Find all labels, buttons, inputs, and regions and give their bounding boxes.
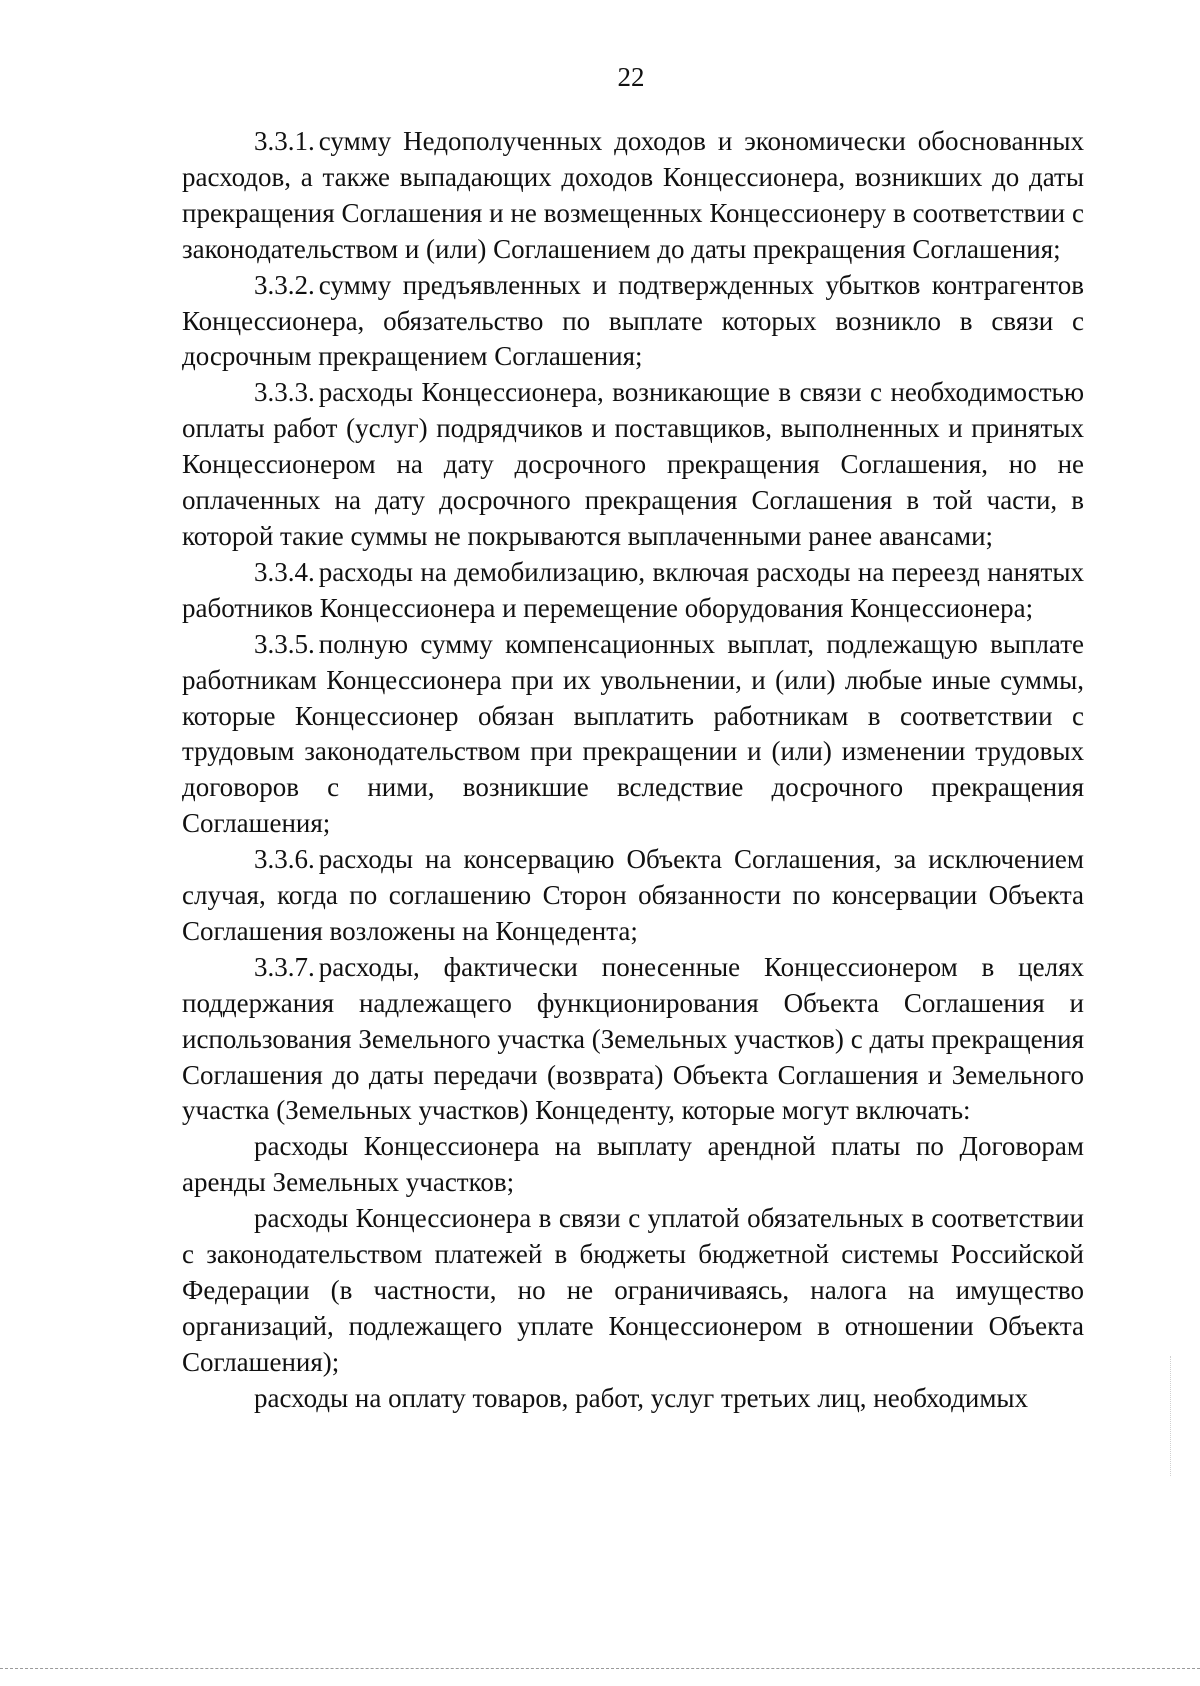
paragraph-text: сумму предъявленных и подтвержденных убытков контрагентов Концессионера, обязательство по выплате которых возникло в связи с досрочным прекращением Соглашения;: [182, 269, 1084, 372]
sub-item-rent-expenses: [182, 1129, 1084, 1201]
paragraph-number: 3.3.4.: [254, 556, 315, 587]
paragraph-3-3-1: [182, 124, 1084, 268]
paragraph-3-3-2: [182, 268, 1084, 376]
paragraph-3-3-7: [182, 950, 1084, 1130]
paragraph-number: 3.3.1.: [254, 126, 315, 156]
paragraph-text: расходы Концессионера в связи с уплатой обязательных в соответствии с законодательством платежей в бюджеты бюджетной системы Российской Федерации (в частности, но не ограничиваясь, налога на имущество организаций, подлежащего уплате Концессионером в отношении Объекта Соглашения);: [182, 1203, 1084, 1377]
paragraph-3-3-3: [182, 375, 1084, 555]
paragraph-text: расходы на демобилизацию, включая расходы на переезд нанятых работников Концессионера и перемещение оборудования Концессионера;: [182, 556, 1084, 623]
paragraph-text: расходы, фактически понесенные Концессионером в целях поддержания надлежащего функционирования Объекта Соглашения и использования Земельного участка (Земельных участков) с даты прекращения Соглашения до даты передачи (возврата) Объекта Соглашения и Земельного участка (Земельных участков) Концеденту, которые могут включать:: [182, 951, 1084, 1126]
page-number: 22: [617, 62, 645, 92]
paragraph-3-3-5: [182, 627, 1084, 842]
paragraph-number: 3.3.2.: [254, 269, 315, 300]
paragraph-3-3-4: [182, 555, 1084, 627]
paragraph-text: расходы Концессионера, возникающие в связи с необходимостью оплаты работ (услуг) подрядчиков и поставщиков, выполненных и принятых Концессионером на дату досрочного прекращения Соглашения, но не оплаченных на дату досрочного прекращения Соглашения в той части, в которой такие суммы не покрываются выплаченными ранее авансами;: [182, 377, 1084, 551]
paragraph-text: полную сумму компенсационных выплат, подлежащую выплате работникам Концессионера при их увольнении, и (или) любые иные суммы, которые Концессионер обязан выплатить работникам в соответствии с трудовым законодательством при прекращении и (или) изменении трудовых договоров с ними, возникшие вследствие досрочного прекращения Соглашения;: [182, 628, 1084, 839]
sub-item-tax-expenses: [182, 1201, 1084, 1381]
paragraph-number: 3.3.6.: [254, 844, 315, 875]
paragraph-number: 3.3.5.: [254, 628, 315, 659]
paragraph-number: 3.3.7.: [254, 951, 315, 982]
paragraph-text: расходы на консервацию Объекта Соглашения, за исключением случая, когда по соглашению Сторон обязанности по консервации Объекта Соглашения возложены на Концедента;: [182, 844, 1084, 946]
paragraph-text: сумму Недополученных доходов и экономически обоснованных расходов, а также выпадающих доходов Концессионера, возникших до даты прекращения Соглашения и не возмещенных Концессионеру в соответствии с законодательством и (или) Соглашением до даты прекращения Соглашения;: [182, 126, 1084, 264]
paragraph-text: расходы на оплату товаров, работ, услуг третьих лиц, необходимых: [254, 1382, 1029, 1413]
paragraph-3-3-6: [182, 842, 1084, 950]
paragraph-number: 3.3.3.: [254, 377, 315, 408]
scan-artifact: [1170, 1356, 1171, 1476]
page-bottom-edge: [0, 1668, 1200, 1669]
document-body: [182, 124, 1084, 1417]
paragraph-text: расходы Концессионера на выплату арендной платы по Договорам аренды Земельных участков;: [182, 1131, 1084, 1198]
sub-item-third-party-expenses: [182, 1381, 1084, 1417]
